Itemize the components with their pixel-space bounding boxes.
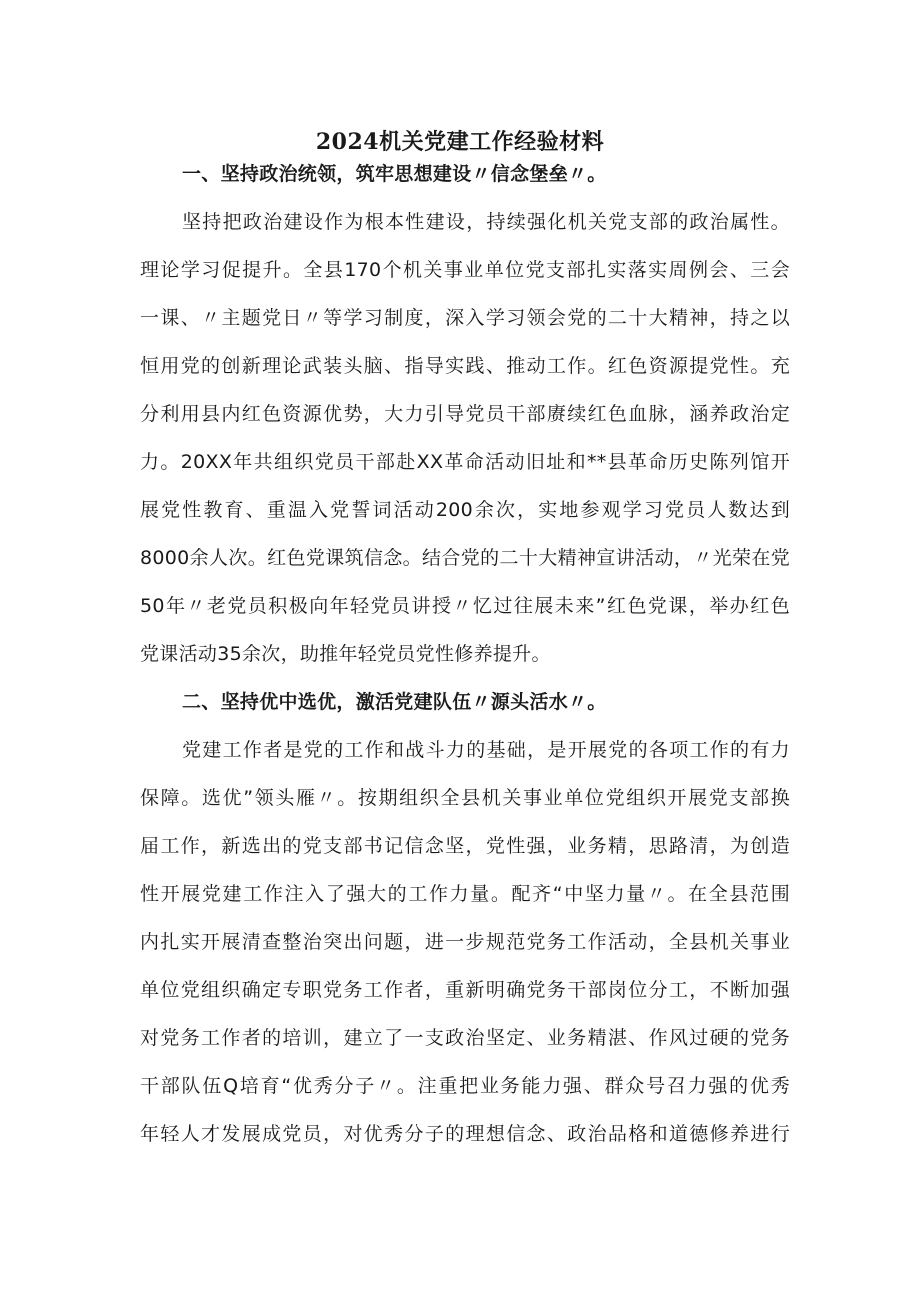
paragraph-line: 展党性教育、重温入党誓词活动200余次，实地参观学习党员人数达到 (140, 499, 790, 521)
document-body (140, 150, 790, 1158)
section-1-heading: 一、坚持政治统领，筑牢思想建设〃信念堡垒〃。 (182, 163, 607, 185)
document-title: 2024机关党建工作经验材料 (315, 129, 605, 155)
paragraph-line: 党建工作者是党的工作和战斗力的基础，是开展党的各项工作的有力 (182, 739, 790, 761)
paragraph-line: 党课活动35余次，助推年轻党员党性修养提升。 (140, 643, 551, 665)
section-1-paragraph (140, 198, 790, 678)
paragraph-line: 年轻人才发展成党员，对优秀分子的理想信念、政治品格和道德修养进行 (140, 1123, 790, 1145)
paragraph-line: 保障。选优”领头雁〃。按期组织全县机关事业单位党组织开展党支部换 (140, 787, 790, 809)
paragraph-line: 性开展党建工作注入了强大的工作力量。配齐“中坚力量〃。在全县范围 (140, 883, 790, 905)
paragraph-line: 干部队伍Q培育“优秀分子〃。注重把业务能力强、群众号召力强的优秀 (140, 1075, 790, 1097)
paragraph-line: 对党务工作者的培训，建立了一支政治坚定、业务精湛、作风过硬的党务 (140, 1027, 790, 1049)
section-2-paragraph (140, 726, 790, 1158)
paragraph-line: 内扎实开展清查整治突出问题，进一步规范党务工作活动，全县机关事业 (140, 931, 790, 953)
paragraph-line: 8000余人次。红色党课筑信念。结合党的二十大精神宣讲活动，〃光荣在党 (140, 547, 790, 569)
paragraph-line: 届工作，新选出的党支部书记信念坚，党性强，业务精，思路清，为创造 (140, 835, 790, 857)
paragraph-line: 单位党组织确定专职党务工作者，重新明确党务干部岗位分工，不断加强 (140, 979, 790, 1001)
section-2-heading: 二、坚持优中选优，激活党建队伍〃源头活水〃。 (182, 691, 607, 713)
paragraph-line: 分利用县内红色资源优势，大力引导党员干部赓续红色血脉，涵养政治定 (140, 403, 790, 425)
paragraph-line: 50年〃老党员积极向年轻党员讲授〃忆过往展未来”红色党课，举办红色 (140, 595, 790, 617)
paragraph-line: 力。20XX年共组织党员干部赴XX革命活动旧址和**县革命历史陈列馆开 (140, 451, 790, 473)
paragraph-line: 恒用党的创新理论武装头脑、指导实践、推动工作。红色资源提党性。充 (140, 355, 790, 377)
paragraph-line: 一课、〃主题党日〃等学习制度，深入学习领会党的二十大精神，持之以 (140, 307, 790, 329)
paragraph-line: 坚持把政治建设作为根本性建设，持续强化机关党支部的政治属性。 (182, 211, 790, 233)
paragraph-line: 理论学习促提升。全县170个机关事业单位党支部扎实落实周例会、三会 (140, 259, 790, 281)
